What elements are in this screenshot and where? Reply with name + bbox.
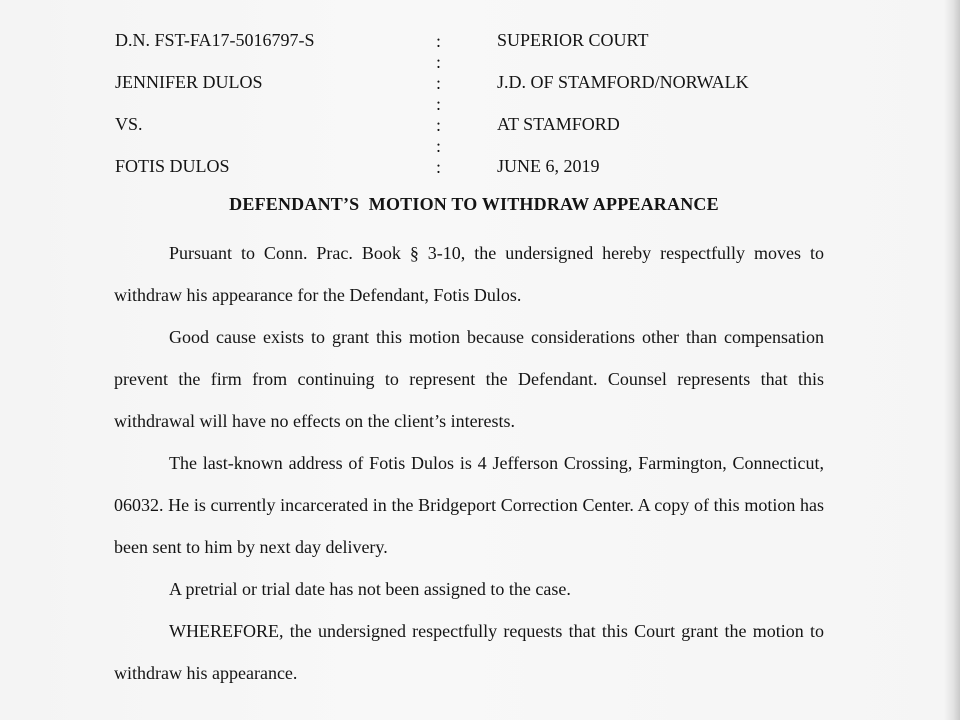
defendant-name: FOTIS DULOS [115, 156, 230, 176]
motion-title [0, 194, 940, 215]
paragraph: Good cause exists to grant this motion because considerations other than compensation prevent the firm from continuing to represent the Defendant. Counsel represents that this withdrawal will have no effects on the client’s interests. [114, 327, 824, 431]
paragraph: WHEREFORE, the undersigned respectfully requests that this Court grant the motion to withdraw his appearance. [114, 621, 824, 683]
motion-body [114, 232, 824, 694]
caption-separator: : [436, 115, 442, 135]
paragraph: Pursuant to Conn. Prac. Book § 3-10, the undersigned hereby respectfully moves to withdraw his appearance for the Defendant, Fotis Dulos. [114, 243, 824, 305]
filing-date: JUNE 6, 2019 [497, 156, 600, 176]
caption-separator: : [436, 157, 442, 177]
caption-separator: : [436, 73, 442, 93]
versus-label: VS. [115, 114, 143, 134]
caption-separator: : [436, 52, 442, 72]
caption-separator: : [436, 31, 442, 51]
motion-title-text: DEFENDANT’S MOTION TO WITHDRAW APPEARANCE [229, 194, 719, 214]
judicial-district: J.D. OF STAMFORD/NORWALK [497, 72, 749, 92]
caption-separator: : [436, 136, 442, 156]
paragraph: The last-known address of Fotis Dulos is 4 Jefferson Crossing, Farmington, Connecticut, 06032. He is currently incarcerated in the Bridgeport Correction Center. A copy of this motion has been sent to him by next day delivery. [114, 453, 824, 557]
court-name: SUPERIOR COURT [497, 30, 649, 50]
plaintiff-name: JENNIFER DULOS [115, 72, 263, 92]
caption-separator: : [436, 94, 442, 114]
case-caption [0, 0, 960, 190]
docket-number: D.N. FST-FA17-5016797-S [115, 30, 315, 50]
court-location: AT STAMFORD [497, 114, 620, 134]
paragraph: A pretrial or trial date has not been assigned to the case. [169, 579, 571, 599]
